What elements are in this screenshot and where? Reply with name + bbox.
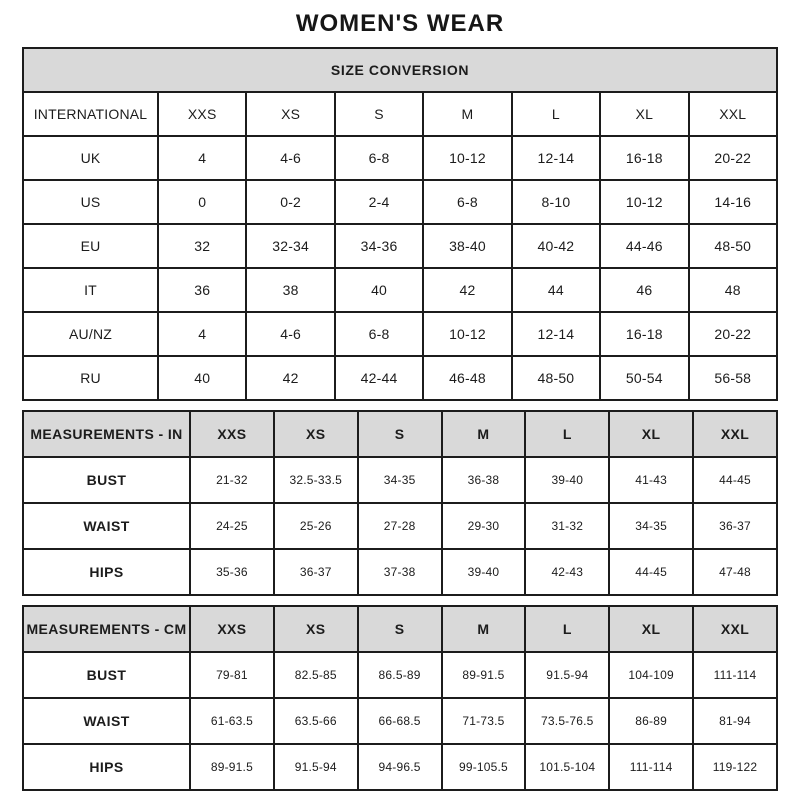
column-header: L [512,92,600,136]
size-cell: 4 [158,136,246,180]
measurement-cell: 24-25 [190,503,274,549]
size-cell: 40 [158,356,246,400]
measurements-in-title: MEASUREMENTS - IN [23,411,190,457]
table-row [23,549,777,595]
size-cell: 46-48 [423,356,511,400]
size-cell: 12-14 [512,312,600,356]
size-cell: 4 [158,312,246,356]
measurement-cell: 34-35 [358,457,442,503]
size-cell: 38-40 [423,224,511,268]
table-row [23,136,777,180]
size-cell: 12-14 [512,136,600,180]
column-header: L [525,606,609,652]
column-header: XL [609,606,693,652]
size-cell: 14-16 [689,180,777,224]
size-cell: 32-34 [246,224,334,268]
column-header: XS [246,92,334,136]
size-cell: 10-12 [600,180,688,224]
size-cell: 36 [158,268,246,312]
measurement-cell: 111-114 [609,744,693,790]
size-cell: 40 [335,268,423,312]
column-header: XXL [693,606,777,652]
table-header-row [23,92,777,136]
measurement-cell: 61-63.5 [190,698,274,744]
column-header: M [423,92,511,136]
size-cell: 0-2 [246,180,334,224]
size-cell: 42 [246,356,334,400]
measurement-cell: 29-30 [442,503,526,549]
size-cell: 44 [512,268,600,312]
measurement-cell: 89-91.5 [190,744,274,790]
row-label: RU [23,356,158,400]
column-header: M [442,411,526,457]
measurement-cell: 91.5-94 [274,744,358,790]
table-row [23,224,777,268]
measurement-cell: 86-89 [609,698,693,744]
measurement-cell: 66-68.5 [358,698,442,744]
measurements-cm-table [22,605,778,791]
measurement-cell: 119-122 [693,744,777,790]
column-header: S [358,411,442,457]
size-cell: 32 [158,224,246,268]
measurement-cell: 41-43 [609,457,693,503]
size-conversion-banner: SIZE CONVERSION [23,48,777,92]
measurement-cell: 42-43 [525,549,609,595]
size-cell: 46 [600,268,688,312]
measurements-cm-title: MEASUREMENTS - CM [23,606,190,652]
measurement-cell: 36-37 [274,549,358,595]
size-cell: 40-42 [512,224,600,268]
column-header: L [525,411,609,457]
measurement-cell: 111-114 [693,652,777,698]
row-label: US [23,180,158,224]
measurement-cell: 37-38 [358,549,442,595]
column-header: S [358,606,442,652]
measurement-cell: 71-73.5 [442,698,526,744]
row-label: WAIST [23,698,190,744]
column-header: XS [274,411,358,457]
measurement-cell: 36-38 [442,457,526,503]
measurement-cell: 25-26 [274,503,358,549]
size-cell: 42-44 [335,356,423,400]
column-header: M [442,606,526,652]
measurement-cell: 99-105.5 [442,744,526,790]
column-header: XS [274,606,358,652]
row-label: HIPS [23,744,190,790]
measurement-cell: 31-32 [525,503,609,549]
size-cell: 6-8 [335,136,423,180]
size-cell: 48-50 [689,224,777,268]
measurement-cell: 35-36 [190,549,274,595]
table-row [23,268,777,312]
column-header: XL [609,411,693,457]
size-cell: 4-6 [246,312,334,356]
size-cell: 50-54 [600,356,688,400]
row-label: BUST [23,652,190,698]
row-label: IT [23,268,158,312]
measurement-cell: 27-28 [358,503,442,549]
size-cell: 6-8 [423,180,511,224]
table-row [23,457,777,503]
size-cell: 42 [423,268,511,312]
row-label: AU/NZ [23,312,158,356]
measurement-cell: 32.5-33.5 [274,457,358,503]
measurement-cell: 36-37 [693,503,777,549]
row-label: EU [23,224,158,268]
size-cell: 0 [158,180,246,224]
measurement-cell: 82.5-85 [274,652,358,698]
row-label: UK [23,136,158,180]
column-header: XXS [190,411,274,457]
measurement-cell: 81-94 [693,698,777,744]
measurement-cell: 63.5-66 [274,698,358,744]
table-header-row [23,411,777,457]
row-label: WAIST [23,503,190,549]
measurement-cell: 39-40 [442,549,526,595]
measurement-cell: 73.5-76.5 [525,698,609,744]
size-cell: 48-50 [512,356,600,400]
size-cell: 38 [246,268,334,312]
size-cell: 16-18 [600,312,688,356]
column-header: S [335,92,423,136]
size-cell: 20-22 [689,312,777,356]
column-header: XXS [190,606,274,652]
measurement-cell: 44-45 [693,457,777,503]
measurement-cell: 89-91.5 [442,652,526,698]
measurement-cell: 47-48 [693,549,777,595]
table-row [23,180,777,224]
size-cell: 10-12 [423,312,511,356]
table-header-row [23,606,777,652]
table-row [23,356,777,400]
measurement-cell: 86.5-89 [358,652,442,698]
measurements-in-table [22,410,778,596]
size-cell: 56-58 [689,356,777,400]
measurement-cell: 79-81 [190,652,274,698]
table-banner-row [23,48,777,92]
measurement-cell: 94-96.5 [358,744,442,790]
size-conversion-table [22,47,778,401]
size-cell: 48 [689,268,777,312]
measurement-cell: 21-32 [190,457,274,503]
column-header: XL [600,92,688,136]
table-row [23,744,777,790]
table-row [23,652,777,698]
page-title: WOMEN'S WEAR [295,10,505,37]
size-cell: 34-36 [335,224,423,268]
size-cell: 44-46 [600,224,688,268]
size-cell: 2-4 [335,180,423,224]
measurement-cell: 34-35 [609,503,693,549]
measurement-cell: 104-109 [609,652,693,698]
size-cell: 10-12 [423,136,511,180]
column-header: XXS [158,92,246,136]
measurement-cell: 44-45 [609,549,693,595]
size-cell: 16-18 [600,136,688,180]
measurement-cell: 91.5-94 [525,652,609,698]
size-cell: 8-10 [512,180,600,224]
column-header: XXL [693,411,777,457]
column-header: INTERNATIONAL [23,92,158,136]
table-row [23,503,777,549]
column-header: XXL [689,92,777,136]
row-label: HIPS [23,549,190,595]
measurement-cell: 39-40 [525,457,609,503]
measurement-cell: 101.5-104 [525,744,609,790]
size-cell: 6-8 [335,312,423,356]
size-cell: 20-22 [689,136,777,180]
size-cell: 4-6 [246,136,334,180]
table-row [23,312,777,356]
row-label: BUST [23,457,190,503]
table-row [23,698,777,744]
